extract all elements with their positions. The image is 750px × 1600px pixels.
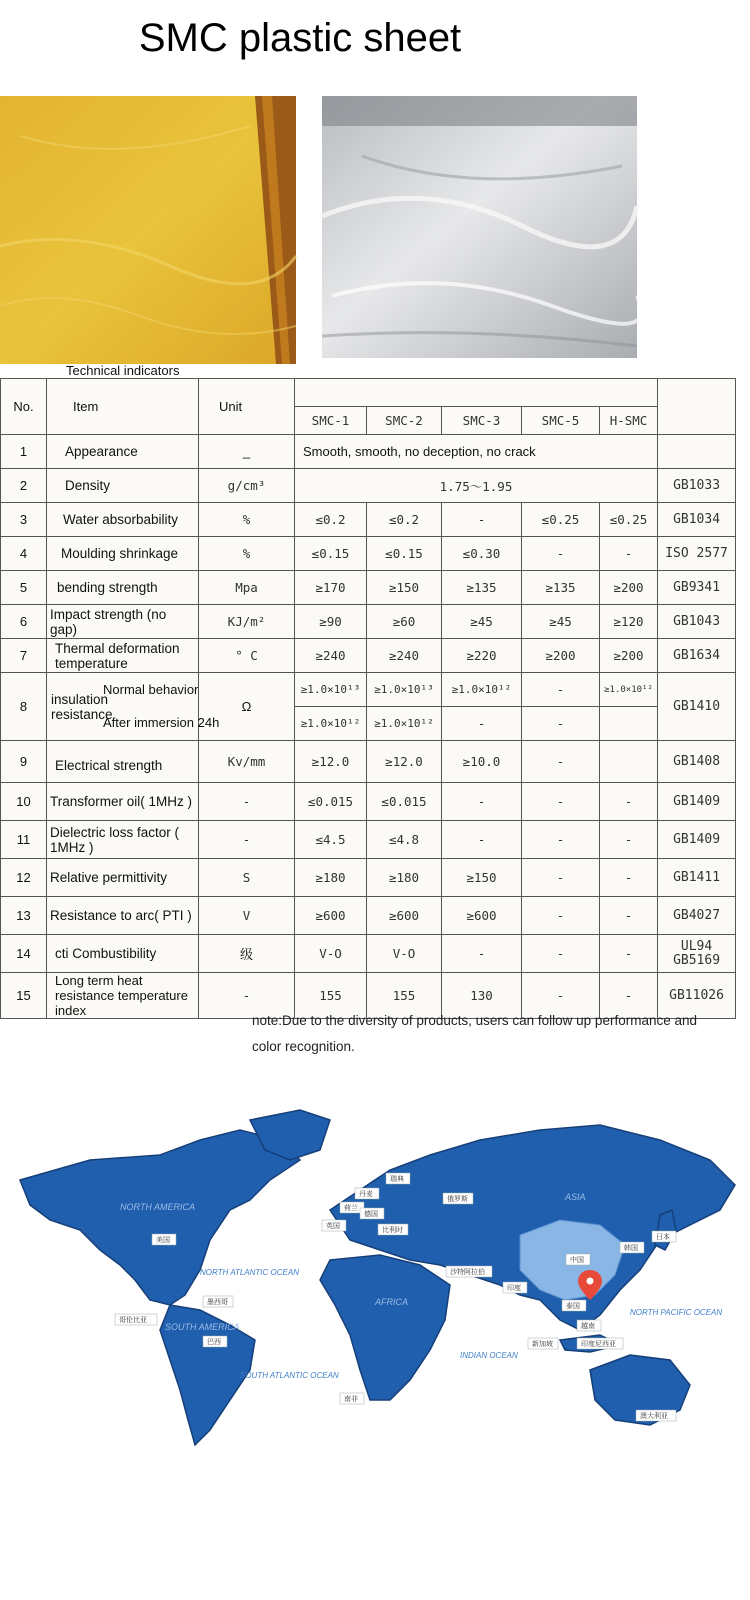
table-row — [1, 935, 736, 973]
white-sheet-photo — [322, 96, 637, 358]
country-label: 俄罗斯 — [447, 1195, 468, 1203]
country-label: 南非 — [344, 1395, 358, 1403]
row-value: - — [600, 783, 658, 821]
row-value: - — [522, 935, 600, 973]
row-value: ≥1.0×10¹³ — [367, 673, 442, 707]
row-standard: GB1034 — [658, 503, 736, 537]
row-value: ≥90 — [295, 605, 367, 639]
row-value — [600, 707, 658, 741]
row-value: ≥60 — [367, 605, 442, 639]
row-standard: GB4027 — [658, 897, 736, 935]
row-value: ≥170 — [295, 571, 367, 605]
country-label: 日本 — [656, 1233, 670, 1241]
row-value: ≤0.15 — [295, 537, 367, 571]
row-item-group — [47, 673, 220, 741]
row-no: 3 — [1, 503, 47, 537]
row-value — [600, 741, 658, 783]
row-value: ≥600 — [367, 897, 442, 935]
row-value: - — [442, 821, 522, 859]
table-row — [1, 673, 736, 707]
row-unit: 级 — [199, 935, 295, 973]
row-value: - — [600, 973, 658, 1019]
row-unit: g/cm³ — [199, 469, 295, 503]
row-unit: Mpa — [199, 571, 295, 605]
row-value: ≥600 — [442, 897, 522, 935]
row-no: 8 — [1, 673, 47, 741]
row-value: ≤0.015 — [367, 783, 442, 821]
continent-label: ASIA — [565, 1192, 586, 1202]
row-value: ≥200 — [600, 571, 658, 605]
row-value: ≥45 — [522, 605, 600, 639]
country-label: 印度尼西亚 — [581, 1340, 616, 1348]
table-row — [1, 605, 736, 639]
row-item: insulation resistance — [51, 691, 113, 722]
row-item: Electrical strength — [47, 741, 199, 783]
row-value: ≤0.2 — [367, 503, 442, 537]
row-unit: ° C — [199, 639, 295, 673]
country-label: 墨西哥 — [207, 1298, 228, 1306]
row-item: Thermal deformation temperature — [47, 639, 199, 673]
row-value: ≤4.5 — [295, 821, 367, 859]
row-value: ≥12.0 — [295, 741, 367, 783]
row-value: - — [442, 935, 522, 973]
header-unit: Unit — [199, 379, 295, 435]
row-value: ≤0.25 — [522, 503, 600, 537]
row-unit: - — [199, 783, 295, 821]
row-value: ≥1.0×10¹² — [367, 707, 442, 741]
row-item: Resistance to arc( PTI ) — [47, 897, 199, 935]
row-no: 1 — [1, 435, 47, 469]
row-no: 4 — [1, 537, 47, 571]
row-value: V-O — [367, 935, 442, 973]
header-grade: SMC-1 — [295, 407, 367, 435]
country-label: 印度 — [507, 1284, 521, 1292]
table-caption: Technical indicators — [66, 363, 180, 378]
row-value: ≥150 — [442, 859, 522, 897]
row-value: 155 — [295, 973, 367, 1019]
table-row — [1, 469, 736, 503]
row-item: Water absorbability — [47, 503, 199, 537]
row-standard — [658, 435, 736, 469]
row-value: - — [442, 707, 522, 741]
row-value: ≥45 — [442, 605, 522, 639]
row-value: ≥150 — [367, 571, 442, 605]
row-span-value: Smooth, smooth, no deception, no crack — [295, 435, 658, 469]
table-row — [1, 783, 736, 821]
header-item: Item — [47, 379, 199, 435]
row-value: - — [600, 821, 658, 859]
table-row — [1, 435, 736, 469]
row-unit: % — [199, 537, 295, 571]
row-value: ≥135 — [522, 571, 600, 605]
row-value: - — [522, 741, 600, 783]
row-unit: _ — [199, 435, 295, 469]
header-grade: SMC-5 — [522, 407, 600, 435]
country-label: 比利时 — [382, 1226, 403, 1234]
table-row — [1, 741, 736, 783]
country-label: 荷兰 — [344, 1204, 358, 1212]
row-item: Long term heat resistance temperature index — [47, 973, 199, 1019]
row-no: 14 — [1, 935, 47, 973]
table-note: note:Due to the diversity of products, users can follow up performance and color recognition. — [252, 1013, 697, 1054]
row-standard: GB1411 — [658, 859, 736, 897]
country-label: 澳大利亚 — [640, 1412, 668, 1420]
row-no: 2 — [1, 469, 47, 503]
table-row — [1, 859, 736, 897]
row-value: - — [522, 973, 600, 1019]
continent-label: NORTH AMERICA — [120, 1202, 196, 1212]
country-label: 丹麦 — [359, 1190, 373, 1198]
row-no: 6 — [1, 605, 47, 639]
country-label: 瑞典 — [390, 1175, 404, 1183]
country-label: 哥伦比亚 — [119, 1316, 147, 1324]
table-row — [1, 537, 736, 571]
table-row — [1, 639, 736, 673]
row-value: ≥200 — [600, 639, 658, 673]
map-land — [20, 1110, 735, 1445]
row-value: V-O — [295, 935, 367, 973]
row-value: - — [600, 897, 658, 935]
row-value: ≤0.25 — [600, 503, 658, 537]
row-value: - — [522, 897, 600, 935]
row-standard: GB1408 — [658, 741, 736, 783]
row-value: - — [522, 537, 600, 571]
table-row — [1, 571, 736, 605]
row-value: - — [522, 673, 600, 707]
country-label: 沙特阿拉伯 — [450, 1268, 485, 1276]
row-value: - — [522, 859, 600, 897]
ocean-label: NORTH PACIFIC OCEAN — [630, 1308, 723, 1317]
row-value: ≤0.30 — [442, 537, 522, 571]
country-label: 美国 — [156, 1236, 170, 1244]
row-unit: Kv/mm — [199, 741, 295, 783]
row-standard: GB1033 — [658, 469, 736, 503]
row-value: ≥135 — [442, 571, 522, 605]
row-value: ≥200 — [522, 639, 600, 673]
row-no: 9 — [1, 741, 47, 783]
header-grade: H-SMC — [600, 407, 658, 435]
sub-item-label: After immersion 24h — [103, 715, 220, 730]
row-unit: V — [199, 897, 295, 935]
row-value: ≥180 — [295, 859, 367, 897]
country-label: 德国 — [364, 1210, 378, 1218]
yellow-sheet-photo — [0, 96, 296, 364]
row-value: 130 — [442, 973, 522, 1019]
table-row — [1, 503, 736, 537]
row-value: ≥1.0×10¹² — [442, 673, 522, 707]
country-label: 英国 — [326, 1222, 340, 1230]
row-value: ≥1.0×10¹² — [295, 707, 367, 741]
technical-indicators-table — [0, 378, 736, 1019]
country-label: 中国 — [570, 1256, 584, 1264]
row-value: ≥240 — [295, 639, 367, 673]
row-value: - — [522, 707, 600, 741]
row-standard: GB1043 — [658, 605, 736, 639]
continent-label: AFRICA — [375, 1297, 409, 1307]
country-label: 越南 — [581, 1322, 595, 1330]
row-item: Dielectric loss factor ( 1MHz ) — [47, 821, 199, 859]
row-span-value: 1.75～1.95 — [295, 469, 658, 503]
row-no: 12 — [1, 859, 47, 897]
row-standard: UL94 GB5169 — [658, 935, 736, 973]
row-standard: GB11026 — [658, 973, 736, 1019]
row-value: ≥1.0×10¹³ — [295, 673, 367, 707]
row-item: Density — [47, 469, 199, 503]
row-unit: % — [199, 503, 295, 537]
row-unit: S — [199, 859, 295, 897]
row-standard: GB1634 — [658, 639, 736, 673]
row-value: - — [600, 935, 658, 973]
row-no: 13 — [1, 897, 47, 935]
row-value: ≥120 — [600, 605, 658, 639]
row-value: - — [600, 859, 658, 897]
world-map — [0, 1100, 750, 1470]
row-value: - — [522, 821, 600, 859]
header-grade: SMC-2 — [367, 407, 442, 435]
row-value: ≤0.2 — [295, 503, 367, 537]
row-value: - — [522, 783, 600, 821]
continent-label: SOUTH AMERICA — [165, 1322, 240, 1332]
row-item: Moulding shrinkage — [47, 537, 199, 571]
row-no: 10 — [1, 783, 47, 821]
row-value: ≥240 — [367, 639, 442, 673]
row-value: ≥600 — [295, 897, 367, 935]
ocean-label: SOUTH ATLANTIC OCEAN — [240, 1371, 339, 1380]
country-label: 巴西 — [207, 1338, 221, 1346]
row-item: cti Combustibility — [47, 935, 199, 973]
sub-item-label: Normal behavior — [103, 682, 199, 697]
header-no: No. — [1, 379, 47, 435]
table-row — [1, 897, 736, 935]
row-value: 155 — [367, 973, 442, 1019]
row-value: ≥1.0×10¹² — [600, 673, 658, 707]
row-value: ≥180 — [367, 859, 442, 897]
row-value: ≤0.15 — [367, 537, 442, 571]
row-item: Relative permittivity — [47, 859, 199, 897]
row-unit: - — [199, 821, 295, 859]
row-unit: - — [199, 973, 295, 1019]
row-standard: GB1409 — [658, 783, 736, 821]
row-value: - — [600, 537, 658, 571]
page-title: SMC plastic sheet — [138, 16, 462, 60]
row-standard: GB9341 — [658, 571, 736, 605]
row-no: 5 — [1, 571, 47, 605]
row-item: Impact strength (no gap) — [47, 605, 199, 639]
table-header-row — [1, 379, 736, 407]
header-grade: SMC-3 — [442, 407, 522, 435]
row-value: ≥10.0 — [442, 741, 522, 783]
country-label: 泰国 — [566, 1302, 580, 1310]
ocean-label: INDIAN OCEAN — [460, 1351, 518, 1360]
row-item: Transformer oil( 1MHz ) — [47, 783, 199, 821]
row-unit: KJ/m² — [199, 605, 295, 639]
row-value: ≤0.015 — [295, 783, 367, 821]
ocean-label: NORTH ATLANTIC OCEAN — [200, 1268, 299, 1277]
row-unit: Ω — [199, 673, 295, 741]
row-standard: GB1410 — [658, 673, 736, 741]
row-no: 7 — [1, 639, 47, 673]
row-value: ≤4.8 — [367, 821, 442, 859]
row-value: ≥220 — [442, 639, 522, 673]
row-standard: ISO 2577 — [658, 537, 736, 571]
row-value: - — [442, 503, 522, 537]
row-no: 11 — [1, 821, 47, 859]
row-value: ≥12.0 — [367, 741, 442, 783]
row-item: bending strength — [47, 571, 199, 605]
country-label: 韩国 — [624, 1244, 638, 1252]
row-no: 15 — [1, 973, 47, 1019]
row-item: Appearance — [47, 435, 199, 469]
row-standard: GB1409 — [658, 821, 736, 859]
row-value: - — [442, 783, 522, 821]
country-label: 新加坡 — [532, 1340, 553, 1348]
table-row — [1, 821, 736, 859]
